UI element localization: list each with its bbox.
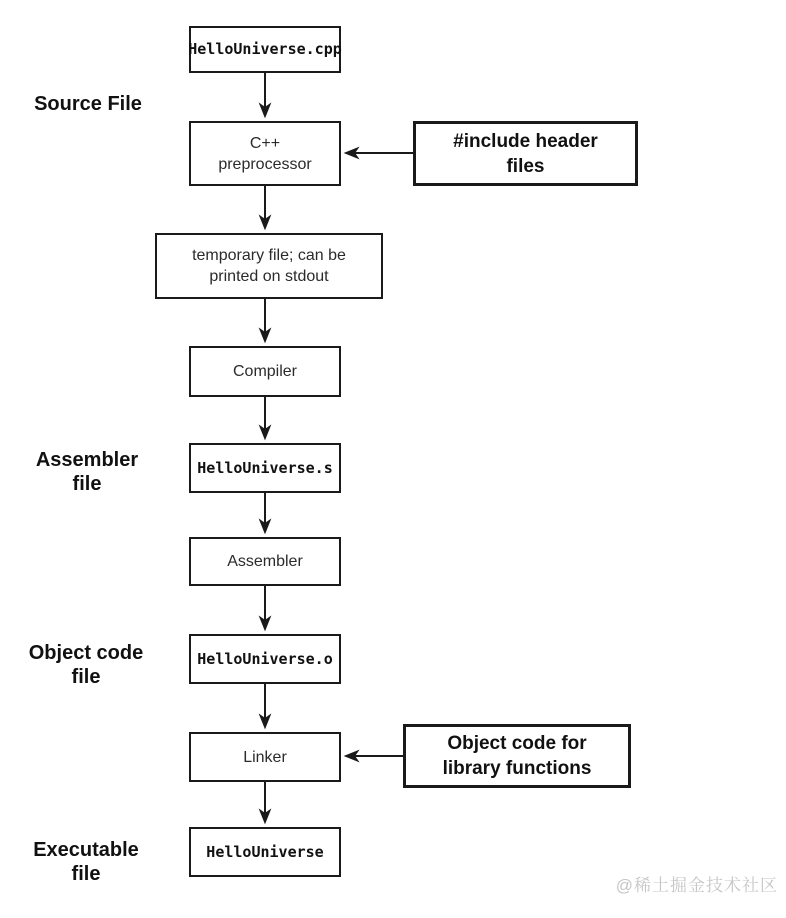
- node-compiler-label: Compiler: [232, 363, 297, 380]
- node-linker: [189, 732, 341, 782]
- callout-include-headers: [413, 121, 638, 186]
- node-cpp-preprocessor-label-line1: C++: [249, 134, 281, 152]
- callout-include-headers-line1: #include header: [453, 130, 598, 152]
- stage-label-executable-file-line1: Executable: [33, 839, 139, 861]
- stage-label-source-file-line1: Source File: [34, 93, 142, 115]
- node-assembler: [189, 537, 341, 586]
- callout-library-object-code-line2: library functions: [442, 758, 592, 779]
- node-temporary-file-label-line1: temporary file; can be: [192, 247, 346, 264]
- node-object-file: [189, 634, 341, 684]
- node-temporary-file-label-line2: printed on stdout: [209, 268, 329, 285]
- stage-label-executable-file: [16, 838, 156, 886]
- node-cpp-preprocessor: [189, 121, 341, 186]
- stage-label-assembler-file-line2: file: [72, 473, 102, 495]
- stage-label-object-code-file: [16, 641, 156, 689]
- stage-label-object-code-file-line2: file: [71, 666, 101, 688]
- stage-label-assembler-file: [17, 448, 157, 496]
- stage-label-source-file: [18, 92, 158, 116]
- node-linker-label: Linker: [243, 748, 287, 766]
- callout-library-object-code-line1: Object code for: [447, 733, 587, 754]
- node-source-file-label: HelloUniverse.cpp: [188, 40, 342, 58]
- stage-label-assembler-file-line1: Assembler: [35, 449, 139, 471]
- watermark-text: @稀土掘金技术社区: [615, 876, 778, 895]
- node-assembler-label: Assembler: [227, 553, 303, 570]
- node-cpp-preprocessor-label-line2: preprocessor: [218, 155, 312, 173]
- node-source-file: [189, 26, 341, 73]
- node-executable: [189, 827, 341, 877]
- stage-label-executable-file-line2: file: [71, 863, 101, 885]
- node-assembly-file-label: HelloUniverse.s: [197, 458, 333, 477]
- node-temporary-file: [155, 233, 383, 299]
- node-assembly-file: [189, 443, 341, 493]
- node-executable-label: HelloUniverse: [206, 842, 324, 861]
- callout-include-headers-line2: files: [506, 155, 545, 177]
- stage-label-object-code-file-line1: Object code: [28, 642, 144, 664]
- node-object-file-label: HelloUniverse.o: [197, 649, 333, 668]
- node-compiler: [189, 346, 341, 397]
- callout-library-object-code: [403, 724, 631, 788]
